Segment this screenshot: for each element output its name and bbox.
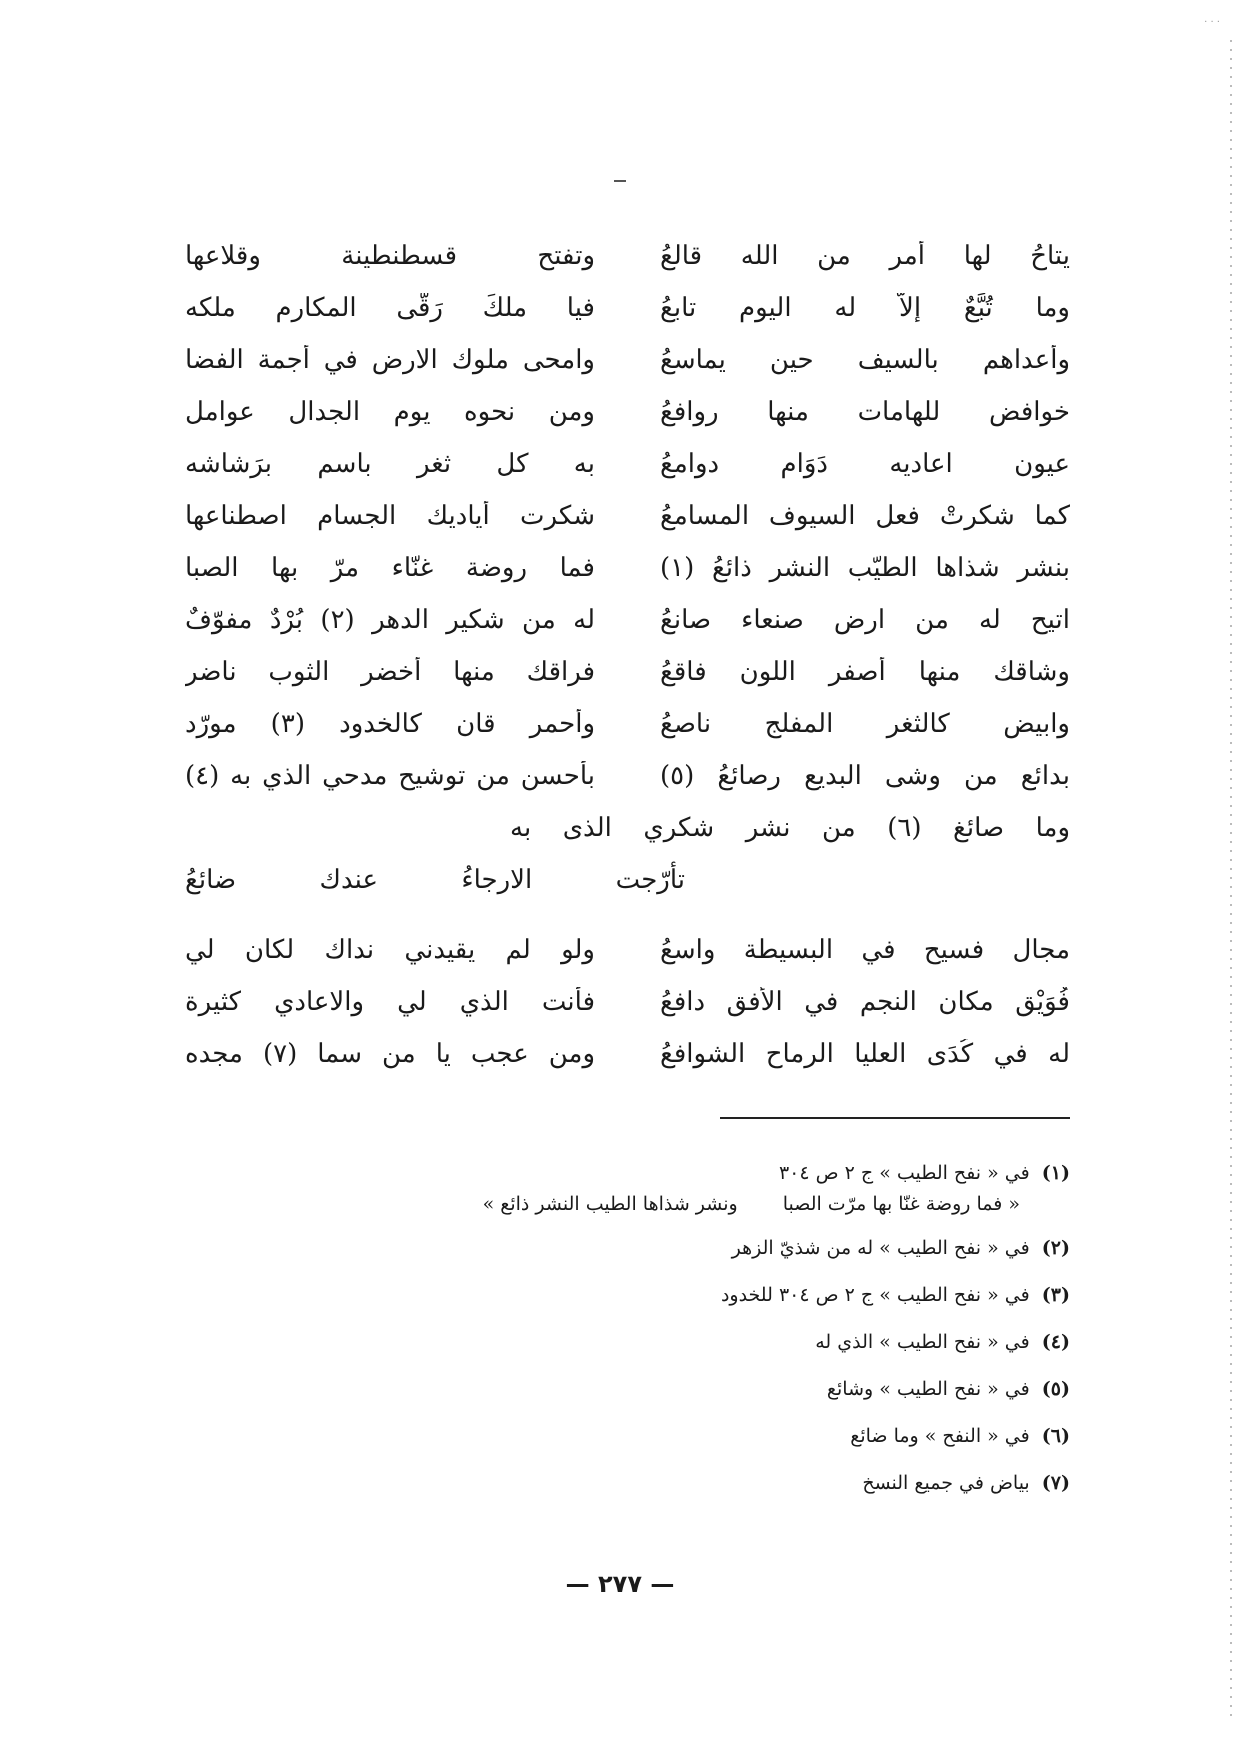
verse-line xyxy=(185,230,1070,282)
verse-line xyxy=(185,542,1070,594)
page-number: — ٢٧٧ — xyxy=(565,1570,675,1598)
right-hemistich: فيا ملكَ رَقّى المكارم ملكه xyxy=(185,293,595,323)
footnote-number: (٤) xyxy=(1041,1331,1070,1353)
verse-line xyxy=(185,976,1070,1028)
footnote xyxy=(200,1272,1070,1319)
top-dash-mark xyxy=(614,180,626,182)
footnote xyxy=(200,1413,1070,1460)
footnote-number: (٢) xyxy=(1041,1237,1070,1259)
verse-line xyxy=(185,1028,1070,1080)
left-hemistich: عيون اعاديه دَوَامٍ دوامعُ xyxy=(660,449,1070,479)
footnote-number: (٣) xyxy=(1041,1284,1070,1306)
left-hemistich: فُوَيْق مكان النجم في الأفق دافعُ xyxy=(660,987,1070,1017)
right-hemistich: به كل ثغر باسم برَشاشه xyxy=(185,449,595,479)
footnote-text: في « نفح الطيب » وشائع xyxy=(826,1378,1030,1400)
poem xyxy=(185,230,1070,1080)
left-hemistich: بنشر شذاها الطيّب النشر ذائعُ (١) xyxy=(660,553,1070,583)
footnote xyxy=(200,1366,1070,1413)
right-hemistich: وأحمر قان كالخدود (٣) مورّد xyxy=(185,709,595,739)
footnote-number: (٦) xyxy=(1041,1425,1070,1447)
right-hemistich: فما روضة غنّاء مرّ بها الصبا xyxy=(185,553,595,583)
left-hemistich: له في كُدَى العليا الرماح الشوافعُ xyxy=(660,1039,1070,1069)
verse-line xyxy=(185,646,1070,698)
right-hemistich: فراقك منها أخضر الثوب ناضر xyxy=(185,657,595,687)
verse-line xyxy=(185,698,1070,750)
footnote-quote xyxy=(200,1187,1070,1221)
verse-line xyxy=(185,490,1070,542)
footnote-text: في « نفح الطيب » ج ٢ ص ٣٠٤ للخدود xyxy=(720,1284,1030,1306)
footnote-text: في « نفح الطيب » ج ٢ ص ٣٠٤ xyxy=(778,1162,1030,1184)
verse-line xyxy=(185,594,1070,646)
verse-line xyxy=(185,386,1070,438)
split-verse-second-text: تأرّجت الارجاءُ عندك ضائعُ xyxy=(185,865,685,895)
right-hemistich: شكرت أياديك الجسام اصطناعها xyxy=(185,501,595,531)
footnote-text: في « النفح » وما ضائع xyxy=(850,1425,1030,1447)
split-verse-second xyxy=(185,854,1070,906)
footnote-quote-first: « فما روضة غنّا بها مرّت الصبا xyxy=(782,1193,1020,1215)
footnote-text: في « نفح الطيب » له من شذيّ الزهر xyxy=(731,1237,1030,1259)
footnote-number: (٧) xyxy=(1041,1472,1070,1494)
footnote xyxy=(200,1319,1070,1366)
verse-line xyxy=(185,282,1070,334)
left-hemistich: وشاقك منها أصفر اللون فاقعُ xyxy=(660,657,1070,687)
split-verse-first xyxy=(185,802,1070,854)
footnote-number: (٥) xyxy=(1041,1378,1070,1400)
left-hemistich: وأعداهم بالسيف حين يماسعُ xyxy=(660,345,1070,375)
left-hemistich: بدائع من وشى البديع رصائعُ (٥) xyxy=(660,761,1070,791)
right-hemistich: فأنت الذي لي والاعادي كثيرة xyxy=(185,987,595,1017)
left-hemistich: مجال فسيح في البسيطة واسعُ xyxy=(660,935,1070,965)
verse-line xyxy=(185,750,1070,802)
right-hemistich: ومن نحوه يوم الجدال عوامل xyxy=(185,397,595,427)
left-hemistich: وما تُبَّعٌ إلاّ له اليوم تابعُ xyxy=(660,293,1070,323)
right-hemistich: ومن عجب يا من سما (٧) مجده xyxy=(185,1039,595,1069)
split-verse-first-text: وما صائغ (٦) من نشر شكري الذى به xyxy=(510,813,1070,843)
footnote-number: (١) xyxy=(1041,1162,1070,1184)
left-hemistich: وابيض كالثغر المفلج ناصعُ xyxy=(660,709,1070,739)
left-hemistich: كما شكرتْ فعل السيوف المسامعُ xyxy=(660,501,1070,531)
verse-line xyxy=(185,334,1070,386)
left-hemistich: اتيح له من ارض صنعاء صانعُ xyxy=(660,605,1070,635)
footnotes xyxy=(200,1150,1070,1507)
corner-mark: . . . xyxy=(1204,14,1220,25)
right-hemistich: له من شكير الدهر (٢) بُرْدٌ مفوّفٌ xyxy=(185,605,595,635)
footnote-separator xyxy=(720,1117,1070,1119)
right-hemistich: وتفتح قسطنطينة وقلاعها xyxy=(185,241,595,271)
left-hemistich: يتاحُ لها أمر من الله قالعُ xyxy=(660,241,1070,271)
scan-margin-artifact xyxy=(1230,40,1232,1720)
right-hemistich: ولو لم يقيدني نداك لكان لي xyxy=(185,935,595,965)
verse-line xyxy=(185,924,1070,976)
footnote-text: في « نفح الطيب » الذي له xyxy=(815,1331,1030,1353)
verse-line xyxy=(185,438,1070,490)
footnote-quote-second: ونشر شذاها الطيب النشر ذائع » xyxy=(482,1193,738,1215)
right-hemistich: وامحى ملوك الارض في أجمة الفضا xyxy=(185,345,595,375)
right-hemistich: بأحسن من توشيح مدحي الذي به (٤) xyxy=(185,761,595,791)
footnote xyxy=(200,1460,1070,1507)
left-hemistich: خوافض للهامات منها روافعُ xyxy=(660,397,1070,427)
footnote-text: بياض في جميع النسخ xyxy=(862,1472,1030,1494)
footnote xyxy=(200,1225,1070,1272)
